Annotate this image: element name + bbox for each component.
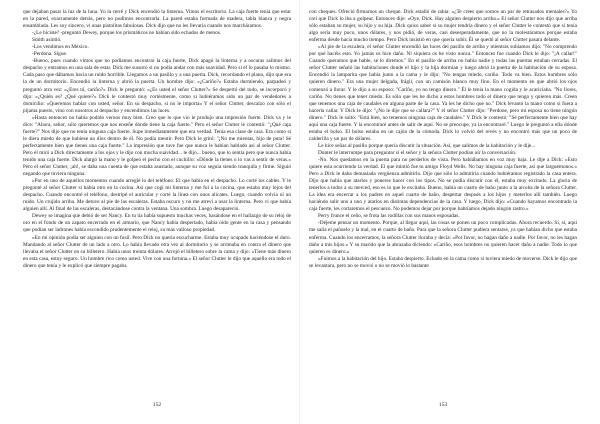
paragraph: -Bueno, pues cuando vimos que no podíamos encontrar la caja fuerte, Dick apagó la linterna y a oscuras salimos del despacho y entramos en una sala de estar. Dick me susurró si no podía andar con más suavidad. Pero si él lo pasaba lo mismo. Cada paso que dábamos hacía un ruido horrible. Llegamos a un pasillo y a una puerta. Dick, recordando el plano, dijo que era la de un dormitorio. Encendió la linterna y abrió la puerta. Un hombre dijo: «¿Cariño?» Estaba durmiendo, parpadeó y preguntó otra vez: «¿Eres tú, cariño?» Dick le preguntó: «¿Es usted el señor Clutter?» Se despertó del todo, se incorporó y dijo: «¿Quién es? ¿Qué quiere?» Dick le contestó muy cortésmente, como si hubiéramos sido un par de vendedores a domicilio: «Queremos hablar con usted, señor. En su despacho, si no le importa» Y el señor Clutter, descalzo con sólo el pijama puesto, vino con nosotros al despacho y encendimos las luces. — [23, 58, 291, 114]
paragraph: -Perdona. Sigue. — [32, 51, 68, 58]
paragraph: »En mi opinión podía ser alguien con un fusil. Pero Dick no quería escucharme. Estaba muy ocupado haciéndose el duro. Mandando al señor Clutter de un lado a otro. Lo había llevado otra vez al dormitorio y se arrimaba en contra el dinero que llevaba el señor Clutter en su billetero. Había unos treinta dólares. Arrojó el billetero sobre la cama y dijo: «Tiene más dinero en esta casa, estoy seguro. Un hombre rico como usted. Vive con una fortuna.» El señor Clutter le dijo que aquello era todo el dinero que tenía y le explicó que siempre pagaba — [23, 234, 291, 269]
paragraph: »Por en uno de aquellos momentos cuando arreglé lo del teléfono. El que había en el despacho. Lo corté los cables. Y le pregunté al señor Clutter si había otro en la cocina. Así que cogí mi linterna y me fui a la cocina, que estaba muy lejos del despacho. Cuando encontré el teléfono, destripé el auricular y corté la línea con unos alicates. Luego, cuando volvía oí un ruido. Un crujido arriba. Me detuve al pie de las escaleras. Estaba oscuro y no me atreví a usar la linterna. Pero vi que había alguien allí. Al final de las escaleras, destacándose contra la ventana. Una sombra. Luego desapareció. — [23, 178, 291, 213]
paragraph: Perry frunce el ceño, se frota las rodillas con sus manos esposadas. — [318, 213, 460, 220]
right-page — [309, 9, 577, 415]
right-page-number: 153 — [438, 402, 448, 408]
paragraph: Le hice señas al pasillo porque quería discutir la situación. Así, que salimos de la habitación y le dije... — [318, 142, 536, 149]
paragraph: -Déjeme pensar un momento. Porque, al llegar aquí, las cosas se ponen un poco complicadas. Ahora recuerdo. Sí, sí, aquí me salía el pañuelo y la mal, en el cuarto de baño. Para que la señora Clutter pudiera sentarse, ya que habían dicho que estaba enferma. Cuando los encerramos, la señora Clutter lloraba y decía: «Por favor, no hagan daño a nadie. Por favor, no les hagan daño a mis hijos.» Y su marido que la abrazaba diciendo: «Cariño, esos hombres no quieren hacer daño a nadie. Todo lo que quieren es dinero.» — [309, 220, 577, 255]
paragraph: -Los vendimos en México. — [32, 44, 89, 51]
paragraph: Dunter le interrumpe para preguntar si el señor y la señora Clutter podían oír la conversación. — [318, 149, 517, 156]
left-page-body — [23, 9, 291, 397]
paragraph: -No. Nos quedamos en la puerta para no perderlos de vista. Pero hablábamos en voz muy baja. Le dije a Dick: «Esto quiere esta ocurriendo la verdad. El que mintió fue tu amigo Floyd Wells. No hay ninguna caja fuerte, así que larguémonos.» Pero a Dick le daba demasiada vergüenza admitirlo. Dijo que sólo lo admitiría cuando hubiéramos registrado la casa entera. Dijo que había que atarlos y ponerse hacer con los tipos. No se podía discutir con él, estaba muy excitado. La gloria de tenerlos a todos a su merced, eso es lo que le excitaba. Bueno, había un cuarto de baño junto a la alcoba de la señora Clutter. La idea era encerrar a los padres en aquel cuarto de baño, despertar después a los hijos y meterlos allí también. Luego haciéndo salir uno a uno y atarlos en distintas dependencias de la casa. Y luego, Dick dijo: «Cuando hayamos encontrado la caja fuerte, les cortaremos el pescuezo. No podemos dejar por porque habríamos dejado ningún rastro.» — [309, 156, 577, 213]
paragraph: -¿Le hiciste? -preguntó Dewey, porque los prismáticos no habían sido echados de menos. — [32, 30, 222, 37]
page-gutter — [299, 0, 300, 424]
left-page — [23, 9, 291, 415]
paragraph: Smith asintió. — [32, 37, 62, 44]
paragraph: »Fuimos a la habitación del hijo. Estaba despierto. Echado en la cama como si tuviera miedo de moverse. Dick le dijo que se levantara, pero no se movió o no se movió lo bastante — [309, 255, 577, 269]
paragraph: Dewey se imagina que debió de ser Nancy. En tu tía había supuesto muchas veces, basándose en el hallazgo de su reloj de oro en el fondo de un zapato encerrado en el armario, que Nancy había despertado, había oído gente en la casa y pensando que podían ser ladrones había escondido prudentemente el reloj, su más valioso propiedad. — [23, 213, 291, 234]
paragraph: con cheques. Ofreció firmarnos un cheque. Dick estalló de rabia: «¿Te crees que somos un par de retrasados mentales?» Yo creí que Dick lo iba a golpear. Entonces dije: «Oye, Dick. Hay alguien despierto arriba.» El señor Clutter nos dijo que arriba sólo estaban su mujer, su hijo y su hija. Dick quiso saber si su mujer tendría dinero y el señor Clutter le contestó que si tenía algo sería muy poco, unos dólares, y nos pidió, de veras, casi desesperadamente, que no la molestáramos porque estaba enferma desde hacía mucho tiempo. Pero Dick insistió en que quería subir. Él se quedó al señor Clutter pasara delante. — [309, 9, 577, 44]
paragraph: que dejaban pasar la luz de la luna. Yo la cerré y Dick encendió la linterna. Vimos el escritorio. La caja fuerte tenía que estar en la pared, exactamente detrás, pero no pudimos encontrarla. La pared estaba formada de madera, tabla blanca y negra ensamblada. Les soy sincero, vi unas pistolitas fabulosas. Dick dijo que no les llevaría cuando nos marcháramos. — [23, 9, 291, 30]
right-page-body — [309, 9, 577, 397]
paragraph: »Hasta entonces no había podido vernos muy bien. Creo que lo que vio le produjo una impresión fuerte. Dick va y le dice: "Ahora, señor, sólo queremos que nos enseñe dónde tiene la caja fuerte." Pero el señor Clutter le contestó: "¿Qué caja fuerte?" Nos dijo que no tenía ninguna caja fuerte. Supe inmediatamente que era verdad. Tenía esa clase de cara. Era como si le diera miedo de que hubiese un dios dentro de él. No podía mentir. Pero Dick le gritó: "¡No me mientas, hijo de puta! Sé perfectamente bien que tienes una caja fuerte." La impresión que tuve fue que nunca le habían hablado así al señor Clutter. Pero él miró a Dick directamente a los ojos y le dijo con mucha suavidad... le dijo... bueno, que lo sentía pero que nunca había tenido una caja fuerte. Dick alargó la mano y le golpeó el pecho con el cuchillo: «Dónde la tienes o lo vas a sentir de veras.» Pero el señor Clutter, ¡ah!, se daba una cuenta de que estaba asustado, aunque su voz seguía siendo tranquila y firme. Siguió negando que tuviera ninguna. — [23, 114, 291, 178]
left-page-number: 152 — [152, 402, 162, 408]
paragraph: »Al pie de la escalera, el señor Clutter encendió las luces del pasillo de arriba y mientras subíamos dijo: "No comprendo por qué hacéis esto. Yo jamás os hice daño. Ni siquiera os he visto nunca." Entonces fue cuando Dick le dijo: "¡A callar!" Cuando queramos que hable, se lo diremos." En el pasillo de arriba no había nadie y todas las puertas estaban cerradas. El señor Clutter señaló las habitaciones donde el hijo y la hija dormían y luego abrió la puerta de la habitación de su esposa. Encendió la lamparita que había junto a la cama y le dijo: "No tengas miedo, cariño. Todo va bien. Estos hombres sólo quieren dinero." Era una mujer delgada, frágil, con un camisón blanco muy fino. En el momento en que abrió los ojos comenzó a llorar. Y le dijo a su esposo: "Cariño, yo no tengo dinero." Él le tenía la mano cogida y le acariciaba. "No llores, cariño. No tienes que tener miedo. Es sólo que les he dicho a estos hombres todo el dinero que tengo y quieren más. Creen que tenemos una caja de caudales en alguna parte de la casa. Ya les he dicho que no." Dick levantó la mano como si fuera a hacerla callar. Y Dick le dijo: "¿No le dije que se callara?" Y el señor Clutter dijo: "Perdone, pero mi esposa no tiene ningún dinero." Dick le soltó: "Está bien, no tenemos ninguna caja de caudales." Y Dick le contestó: "Sé perfectamente bien que hay aquí una caja fuerte. Y la encontraré antes de salir de aquí. No se preocupe, ya la encontraré." Luego le preguntó a ella dónde estaba el bolso. El bolso estaba en un cajón de la cómoda. Dick lo volvió del revés y no encontró más que un poco de calderilla y un par de dólares. — [309, 44, 577, 142]
